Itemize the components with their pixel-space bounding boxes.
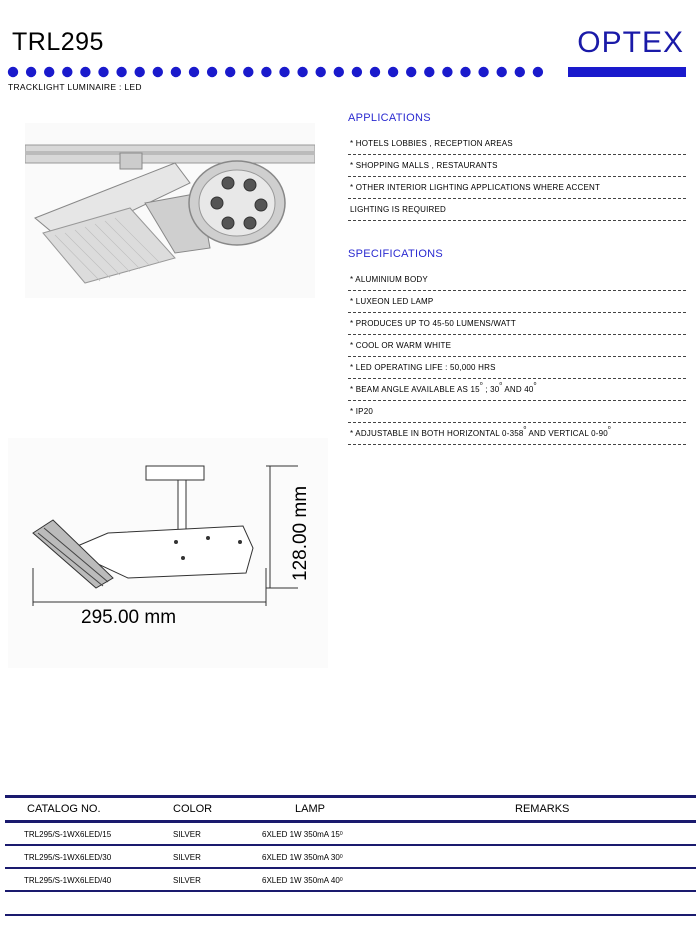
divider-dot (26, 67, 36, 77)
divider-dot (316, 67, 326, 77)
product-photo (25, 123, 315, 298)
divider-dot (243, 67, 253, 77)
divider-dot (153, 67, 163, 77)
divider-dot (442, 67, 452, 77)
divider-dot (62, 67, 72, 77)
catalog-cell: TRL295/S-1WX6LED/40 (24, 876, 112, 885)
catalog-cell: TRL295/S-1WX6LED/15 (24, 830, 112, 839)
divider-dot (460, 67, 470, 77)
divider-dot (334, 67, 344, 77)
divider-dot (8, 67, 18, 77)
header-remarks: REMARKS (515, 803, 570, 815)
product-subtitle: TRACKLIGHT LUMINAIRE : LED (8, 82, 142, 92)
table-row (5, 823, 696, 846)
divider-dot (424, 67, 434, 77)
spec-item: * PRODUCES UP TO 45-50 LUMENS/WATT (348, 313, 686, 335)
catalog-cell: TRL295/S-1WX6LED/30 (24, 853, 112, 862)
divider-dot (225, 67, 235, 77)
lamp-cell: 6XLED 1W 350mA $15^0$ (262, 830, 343, 839)
divider-dot (98, 67, 108, 77)
dot-divider (7, 66, 552, 78)
table-header (5, 795, 696, 823)
specifications-section (348, 248, 686, 445)
table-row (5, 846, 696, 869)
table-row-empty (5, 892, 696, 916)
width-dimension-label: 295.00 mm (81, 607, 177, 628)
spec-item: * COOL OR WARM WHITE (348, 335, 686, 357)
application-item: * OTHER INTERIOR LIGHTING APPLICATIONS WHERE ACCENT (348, 177, 686, 199)
model-title: TRL295 (12, 28, 104, 56)
divider-dot (297, 67, 307, 77)
divider-dot (80, 67, 90, 77)
header-lamp: LAMP (295, 803, 325, 815)
applications-section (348, 112, 686, 221)
applications-title: APPLICATIONS (348, 112, 431, 124)
color-cell: SILVER (173, 876, 201, 885)
divider-dot (207, 67, 217, 77)
header-catalog: CATALOG NO. (27, 803, 101, 815)
table-row (5, 869, 696, 892)
lamp-cell: 6XLED 1W 350mA $30^0$ (262, 853, 343, 862)
divider-dot (478, 67, 488, 77)
divider-dot (406, 67, 416, 77)
application-item: * SHOPPING MALLS , RESTAURANTS (348, 155, 686, 177)
divider-dot (135, 67, 145, 77)
lamp-cell: 6XLED 1W 350mA $40^0$ (262, 876, 343, 885)
dimension-drawing (8, 438, 328, 668)
spec-item-adjustable: * ADJUSTABLE IN BOTH HORIZONTAL 0-358$^o$ AND VERTICAL 0-90$^o$ (348, 423, 686, 445)
divider-dot (261, 67, 271, 77)
color-cell: SILVER (173, 853, 201, 862)
divider-dot (533, 67, 543, 77)
specifications-title: SPECIFICATIONS (348, 248, 444, 260)
spec-item-beam-angle: * BEAM ANGLE AVAILABLE AS 15$^o$ ; 30$^o$ AND 40$^o$ (348, 379, 686, 401)
color-cell: SILVER (173, 830, 201, 839)
application-item: LIGHTING IS REQUIRED (348, 199, 686, 221)
divider-dot (116, 67, 126, 77)
spec-item: * ALUMINIUM BODY (348, 269, 686, 291)
divider-dot (497, 67, 507, 77)
catalog-table (5, 795, 696, 916)
brand-logo: OPTEX (577, 26, 684, 59)
height-dimension-label: 128.00 mm (290, 485, 311, 581)
divider-dot (370, 67, 380, 77)
divider-dot (171, 67, 181, 77)
brand-bar (568, 67, 686, 77)
header-color: COLOR (173, 803, 213, 815)
divider-dot (515, 67, 525, 77)
spec-item: * IP20 (348, 401, 686, 423)
divider-dot (352, 67, 362, 77)
spec-item: * LED OPERATING LIFE : 50,000 HRS (348, 357, 686, 379)
spec-item: * LUXEON LED LAMP (348, 291, 686, 313)
divider-dot (189, 67, 199, 77)
divider-dot (44, 67, 54, 77)
divider-dot (279, 67, 289, 77)
application-item: * HOTELS LOBBIES , RECEPTION AREAS (348, 133, 686, 155)
divider-dot (388, 67, 398, 77)
